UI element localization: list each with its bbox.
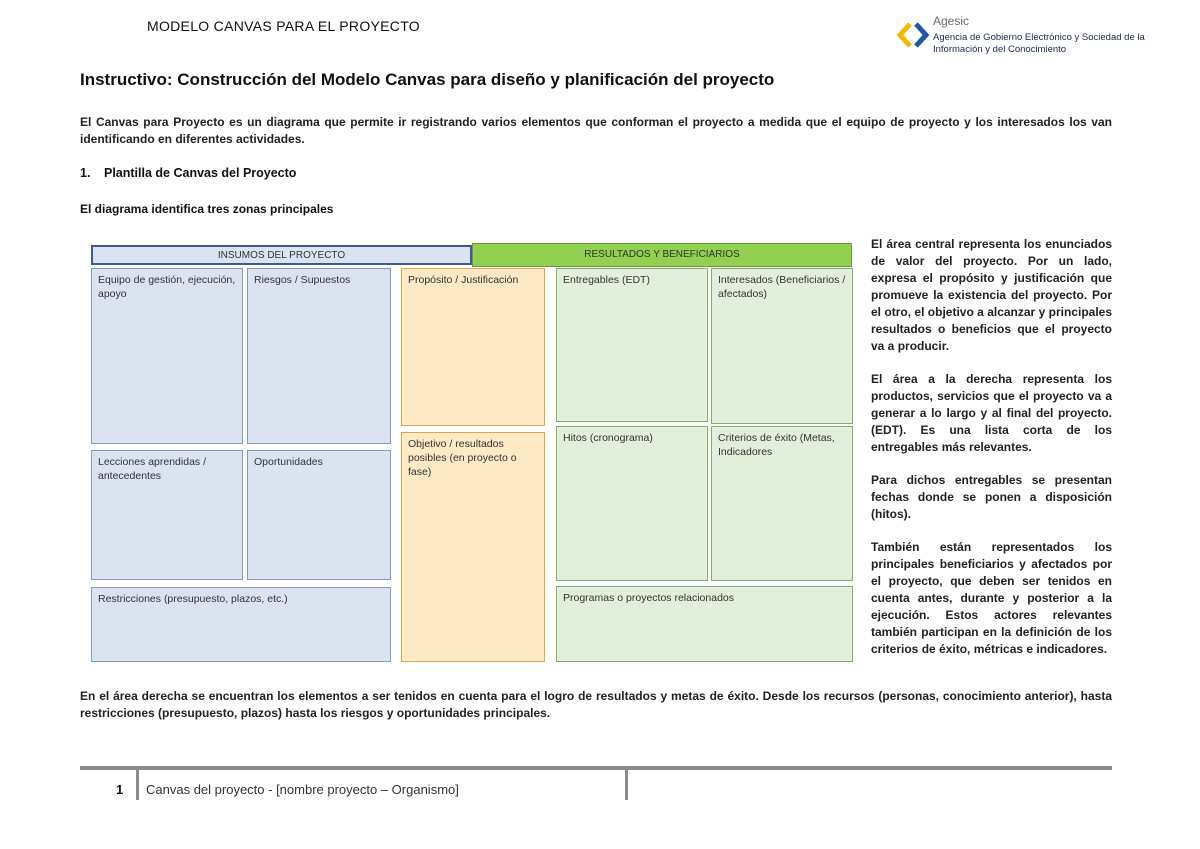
band-resultados: RESULTADOS Y BENEFICIARIOS [472, 243, 852, 267]
section-number: 1. [80, 166, 91, 180]
footer-separator [136, 770, 139, 800]
box-riesgos: Riesgos / Supuestos [247, 268, 391, 444]
box-interesados: Interesados (Beneficiarios / afectados) [711, 268, 853, 424]
box-oportunidades: Oportunidades [247, 450, 391, 580]
logo-subtitle: Agencia de Gobierno Electrónico y Sociedad de la Información y del Conocimiento [933, 32, 1145, 55]
diagram-label: El diagrama identifica tres zonas principales [80, 202, 334, 216]
section-heading [80, 166, 296, 180]
intro-paragraph: El Canvas para Proyecto es un diagrama que permite ir registrando varios elementos que conforman el proyecto a medida que el equipo de proyecto y los interesados los van identificando en diferentes actividades. [80, 115, 1112, 146]
footer-text: Canvas del proyecto - [nombre proyecto – Organismo] [146, 782, 459, 797]
document-header-title: MODELO CANVAS PARA EL PROYECTO [147, 18, 420, 34]
logo-name: Agesic [933, 14, 970, 28]
side-paragraph-4: También están representados los principales beneficiarios y afectados por el proyecto, que deben ser tenidos en cuenta antes, durante y posterior a la ejecución. Estos actores relevantes también participan en la definición de los criterios de éxito, métricas e indicadores. [871, 540, 1112, 656]
box-criterios: Criterios de éxito (Metas, Indicadores [711, 426, 853, 581]
side-explanation [871, 236, 1112, 674]
box-restricciones: Restricciones (presupuesto, plazos, etc.) [91, 587, 391, 662]
band-insumos: INSUMOS DEL PROYECTO [91, 245, 472, 265]
footer-divider [80, 766, 1112, 770]
bottom-paragraph: En el área derecha se encuentran los elementos a ser tenidos en cuenta para el logro de resultados y metas de éxito. Desde los recursos (personas, conocimiento anterior), hasta restricciones (presupuesto, plazos) hasta los riesgos y oportunidades principales. [80, 689, 1112, 720]
side-paragraph-2: El área a la derecha representa los productos, servicios que el proyecto va a generar a lo largo y al final del proyecto. (EDT). Es una lista corta de los entregables más relevantes. [871, 372, 1112, 454]
box-programas: Programas o proyectos relacionados [556, 586, 853, 662]
agesic-logo-icon [896, 22, 930, 48]
side-paragraph-1: El área central representa los enunciados de valor del proyecto. Por un lado, expresa el propósito y justificación que promueve la existencia del proyecto. Por el otro, el objetivo a alcanzar y principales resultados o beneficios que el proyecto va a producir. [871, 237, 1112, 353]
footer-separator-right [625, 770, 628, 800]
box-proposito: Propósito / Justificación [401, 268, 545, 426]
box-equipo: Equipo de gestión, ejecución, apoyo [91, 268, 243, 444]
box-lecciones: Lecciones aprendidas / antecedentes [91, 450, 243, 580]
agesic-logo [896, 14, 1196, 64]
box-hitos: Hitos (cronograma) [556, 426, 708, 581]
box-objetivo: Objetivo / resultados posibles (en proyecto o fase) [401, 432, 545, 662]
footer-page-number: 1 [116, 782, 124, 797]
box-entregables: Entregables (EDT) [556, 268, 708, 422]
side-paragraph-3: Para dichos entregables se presentan fechas donde se ponen a disposición (hitos). [871, 473, 1112, 521]
section-title: Plantilla de Canvas del Proyecto [104, 166, 297, 180]
document-title: Instructivo: Construcción del Modelo Canvas para diseño y planificación del proyecto [80, 70, 775, 89]
